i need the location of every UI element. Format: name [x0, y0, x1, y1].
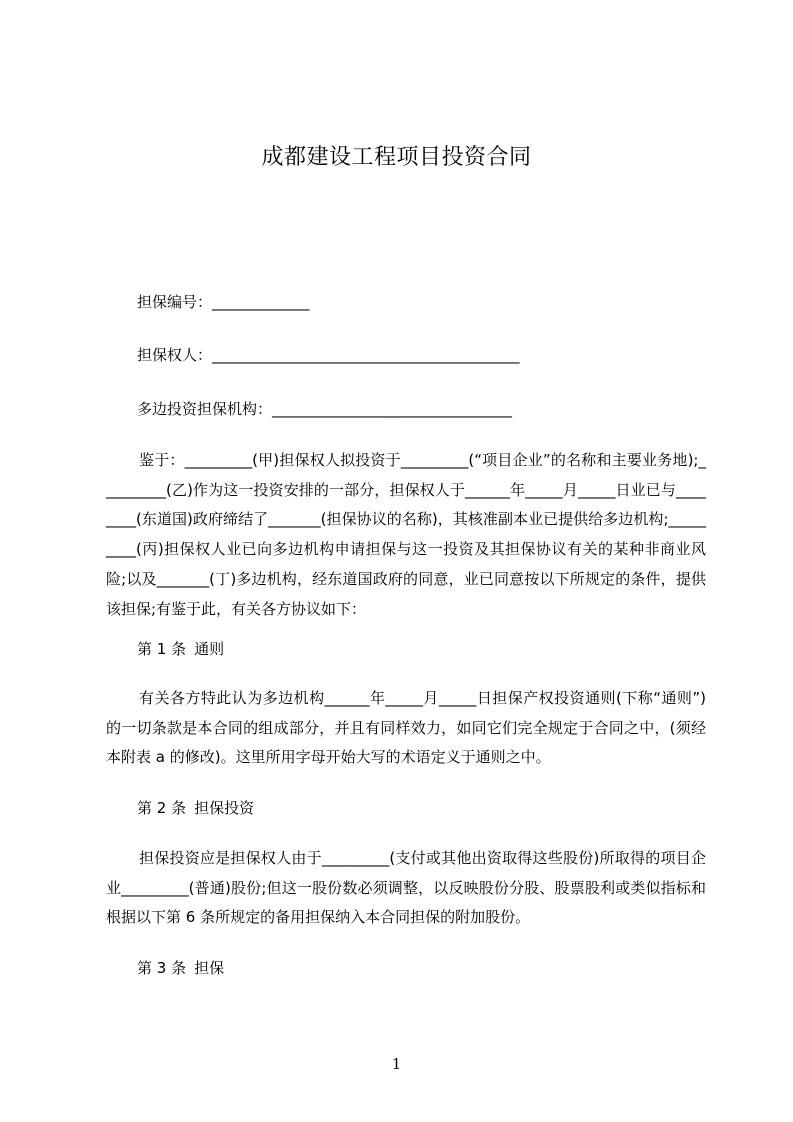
guarantee-number-label: 担保编号：: [137, 293, 213, 311]
article-2-heading: [137, 797, 254, 818]
page-number: 1: [391, 1055, 402, 1073]
article-1-number: 第 1 条: [137, 640, 187, 658]
article-1-title: 通则: [194, 640, 225, 658]
document-title: 成都建设工程项目投资合同: [261, 145, 532, 170]
guarantee-holder-label: 担保权人：: [137, 346, 213, 364]
guarantee-holder-field: [137, 344, 737, 366]
article-3-title: 担保: [194, 959, 225, 977]
preamble-paragraph: 鉴于：_________(甲)担保权人拟投资于_________(“项目企业”的名称和主要业务地);_________(乙)作为这一投资安排的一部分，担保权人于______年_____月_____日业已与________(东道国)政府缔结了_______(担保协议的名称)，其核准副本业已提供给多边机构;_________(丙)担保权人业已向多边机构申请担保与这一投资及其担保协议有关的某种非商业风险;以及_______(丁)多边机构，经东道国政府的同意，业已同意按以下所规定的条件，提供该担保;有鉴于此，有关各方协议如下：: [106, 451, 706, 618]
miga-label: 多边投资担保机构：: [137, 400, 273, 418]
article-3-number: 第 3 条: [137, 959, 187, 977]
article-2-body: 担保投资应是担保权人由于_________(支付或其他出资取得这些股份)所取得的项目企业_________(普通)股份;但这一股份数必须调整，以反映股份分股、股票股利或类似指标和根据以下第 6 条所规定的备用担保纳入本合同担保的附加股份。: [106, 849, 706, 927]
article-2-number: 第 2 条: [137, 799, 187, 817]
guarantee-holder-blank: _________________________________________: [212, 346, 520, 364]
guarantee-number-blank: _____________: [212, 293, 310, 311]
miga-field: [137, 398, 737, 420]
article-1-body: 有关各方特此认为多边机构______年_____月_____日担保产权投资通则(下称“通则”)的一切条款是本合同的组成部分，并且有同样效力，如同它们完全规定于合同之中，(须经本附表 a 的修改)。这里所用字母开始大写的术语定义于通则之中。: [106, 689, 706, 767]
article-1-heading: [137, 638, 224, 659]
article-2-title: 担保投资: [194, 799, 255, 817]
guarantee-number-field: [137, 291, 737, 313]
article-3-heading: [137, 957, 224, 978]
miga-blank: ________________________________: [272, 400, 513, 418]
